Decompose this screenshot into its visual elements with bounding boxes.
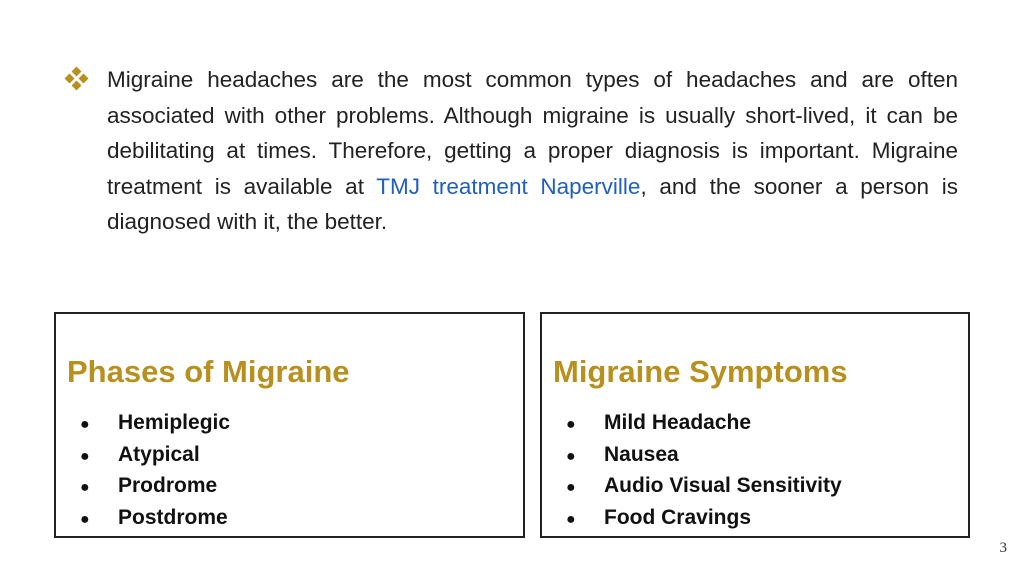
list-item: ● Atypical	[80, 439, 230, 471]
symptoms-list	[566, 407, 842, 533]
bullet-dot-icon: ●	[566, 447, 576, 465]
phases-list	[80, 407, 230, 533]
bullet-dot-icon: ●	[566, 416, 576, 433]
list-item: ● Postdrome	[80, 502, 230, 534]
list-item: ● Food Cravings	[566, 502, 842, 534]
symptoms-title: Migraine Symptoms	[553, 354, 848, 389]
intro-text: Migraine headaches are the most common types of headaches and are often associated with other problems. Although migraine is usually short-lived, it can be debilitating at times. Therefore, getting a proper diagnosis is important. Migraine treatment is available at	[107, 67, 958, 199]
list-item: ● Mild Headache	[566, 407, 842, 439]
bullet-dot-icon: ●	[566, 510, 576, 528]
bullet-dot-icon: ●	[80, 510, 90, 528]
symptoms-card	[540, 312, 970, 538]
phases-title: Phases of Migraine	[67, 354, 350, 389]
bullet-dot-icon: ●	[80, 416, 90, 433]
bullet-dot-icon: ●	[80, 479, 90, 496]
bullet-dot-icon: ●	[80, 447, 90, 465]
list-item: ● Audio Visual Sensitivity	[566, 470, 842, 502]
list-item: ● Hemiplegic	[80, 407, 230, 439]
tmj-treatment-link[interactable]: TMJ treatment Naperville	[376, 173, 641, 199]
intro-text-end: , and the sooner a person is diagnosed with it, the better.	[107, 173, 959, 234]
intro-paragraph	[107, 62, 958, 240]
phases-card	[54, 312, 525, 538]
page-number: 3	[999, 540, 1007, 556]
diamond-bullet-icon	[64, 66, 90, 92]
list-item: ● Nausea	[566, 439, 842, 471]
list-item: ● Prodrome	[80, 470, 230, 502]
bullet-dot-icon: ●	[566, 479, 576, 496]
